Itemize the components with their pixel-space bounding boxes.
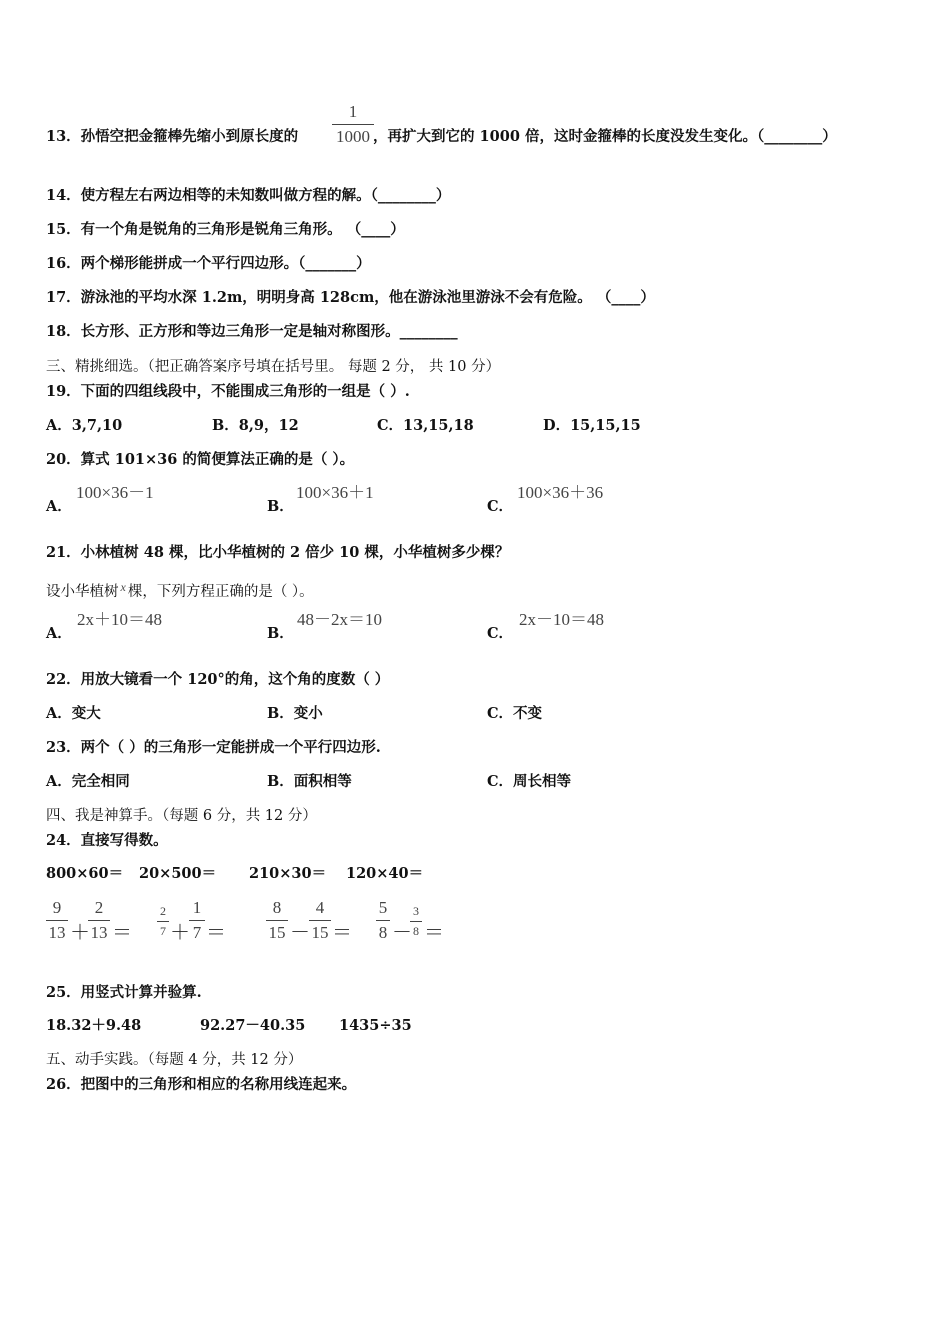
question-21-stem: 21．小林植树 48 棵，比小华植树的 2 倍少 10 棵，小华植树多少棵？ (46, 544, 510, 561)
fraction-numerator: 3 (413, 904, 419, 918)
section-3-heading: 三、精挑细选。（把正确答案序号填在括号里。 每题 2 分， 共 10 分） (46, 359, 501, 375)
q24-frac1-op: ＋ (70, 922, 90, 944)
fraction-denominator: 13 (48, 923, 66, 942)
q20-expr-c: 100×36＋36 (517, 483, 604, 502)
q21-label-a: A． (46, 625, 72, 642)
question-17: 17．游泳池的平均水深 1.2m，明明身高 128cm，他在游泳池里游泳不会有危险。 （____） (46, 289, 655, 306)
q24-frac1-a (46, 898, 68, 943)
fraction-denominator: 7 (160, 924, 166, 938)
fraction-numerator: 2 (94, 898, 104, 917)
q24-frac1-eq: ＝ (112, 922, 132, 944)
question-23-stem: 23．两个（ ）的三角形一定能拼成一个平行四边形. (46, 739, 381, 756)
q24-frac4-op: － (392, 922, 412, 944)
q24-frac2-b (189, 898, 205, 943)
question-26: 26．把图中的三角形和相应的名称用线连起来。 (46, 1076, 357, 1093)
q24-frac3-op: － (290, 922, 310, 944)
q20-expr-b: 100×36＋1 (296, 483, 374, 502)
fraction-denominator: 13 (90, 923, 108, 942)
question-16: 16．两个梯形能拼成一个平行四边形。（_______） (46, 255, 371, 272)
q24-frac2-eq: ＝ (206, 922, 226, 944)
q24-item-4: 120×40＝ (346, 865, 424, 882)
q19-option-b: B．8,9，12 (212, 417, 299, 434)
q20-expr-a: 100×36－1 (76, 483, 154, 502)
q21-expr-c: 2x－10＝48 (519, 610, 604, 629)
q21-var: x (120, 580, 126, 594)
fraction-bar (189, 920, 205, 921)
q25-item-3: 1435÷35 (339, 1017, 412, 1034)
question-13 (46, 127, 298, 147)
fraction-bar (332, 124, 374, 125)
fraction-numerator: 4 (315, 898, 325, 917)
fraction-bar (410, 921, 422, 922)
fraction-denominator: 1000 (336, 127, 370, 146)
fraction-denominator: 8 (413, 924, 419, 938)
question-14: 14．使方程左右两边相等的未知数叫做方程的解。（________） (46, 187, 451, 204)
q24-frac1-b (88, 898, 110, 943)
fraction-numerator: 5 (378, 898, 388, 917)
q24-item-2: 20×500＝ (139, 865, 217, 882)
q22-option-a: A．变大 (46, 705, 101, 722)
fraction-numerator: 2 (160, 904, 166, 918)
q25-item-2: 92.27－40.35 (200, 1017, 306, 1034)
q23-option-b: B．面积相等 (267, 773, 352, 790)
question-20-stem: 20．算式 101×36 的简便算法正确的是（ ）。 (46, 451, 355, 468)
q24-frac3-b (309, 898, 331, 943)
q24-frac2-op: ＋ (170, 922, 190, 944)
q23-option-c: C．周长相等 (487, 773, 572, 790)
q13-fraction (332, 102, 374, 147)
q21-line2-post: 棵，下列方程正确的是（ ）。 (127, 584, 314, 600)
question-24-stem: 24．直接写得数。 (46, 832, 168, 849)
fraction-numerator: 9 (52, 898, 62, 917)
q19-option-d: D．15,15,15 (543, 417, 641, 434)
question-15: 15．有一个角是锐角的三角形是锐角三角形。 （____） (46, 221, 405, 238)
question-22-stem: 22．用放大镜看一个 120°的角，这个角的度数（ ） (46, 671, 390, 688)
q21-line2 (46, 577, 314, 602)
fraction-denominator: 8 (378, 923, 388, 942)
q24-frac3-a (266, 898, 288, 943)
q21-label-c: C． (487, 625, 514, 642)
fraction-bar (46, 920, 68, 921)
fraction-denominator: 15 (311, 923, 329, 942)
q19-option-a: A．3,7,10 (46, 417, 123, 434)
fraction-bar (88, 920, 110, 921)
q24-item-3: 210×30＝ (249, 865, 327, 882)
q22-option-c: C．不变 (487, 705, 543, 722)
question-25-stem: 25．用竖式计算并验算. (46, 984, 202, 1001)
q19-option-c: C．13,15,18 (377, 417, 474, 434)
q24-item-1: 800×60＝ (46, 865, 124, 882)
fraction-bar (157, 921, 169, 922)
q24-frac3-eq: ＝ (332, 922, 352, 944)
section-5-heading: 五、动手实践。（每题 4 分，共 12 分） (46, 1052, 303, 1068)
q21-expr-a: 2x＋10＝48 (77, 610, 162, 629)
q24-frac4-eq: ＝ (424, 922, 444, 944)
section-4-heading: 四、我是神算手。（每题 6 分，共 12 分） (46, 808, 317, 824)
fraction-numerator: 1 (348, 102, 358, 121)
q22-option-b: B．变小 (267, 705, 323, 722)
q24-frac4-b (410, 904, 422, 939)
q21-label-b: B． (267, 625, 294, 642)
q20-label-c: C． (487, 498, 514, 515)
fraction-bar (266, 920, 288, 921)
q13-suffix: ，再扩大到它的 1000 倍，这时金箍棒的长度没发生变化。（________） (373, 128, 837, 145)
fraction-bar (376, 920, 390, 921)
q23-option-a: A．完全相同 (46, 773, 130, 790)
q21-expr-b: 48－2x＝10 (297, 610, 382, 629)
q21-line2-pre: 设小华植树 (46, 584, 119, 600)
fraction-bar (309, 920, 331, 921)
q24-frac4-a (376, 898, 390, 943)
question-18: 18．长方形、正方形和等边三角形一定是轴对称图形。________ (46, 323, 458, 340)
fraction-denominator: 7 (192, 923, 202, 942)
fraction-numerator: 8 (272, 898, 282, 917)
q20-label-b: B． (267, 498, 294, 515)
q20-label-a: A． (46, 498, 72, 515)
q13-prefix: 13．孙悟空把金箍棒先缩小到原长度的 (46, 128, 299, 145)
question-19-stem: 19．下面的四组线段中，不能围成三角形的一组是（ ）. (46, 383, 410, 400)
q25-item-1: 18.32＋9.48 (46, 1017, 142, 1034)
fraction-denominator: 15 (268, 923, 286, 942)
q24-frac2-a (157, 904, 169, 939)
fraction-numerator: 1 (192, 898, 202, 917)
